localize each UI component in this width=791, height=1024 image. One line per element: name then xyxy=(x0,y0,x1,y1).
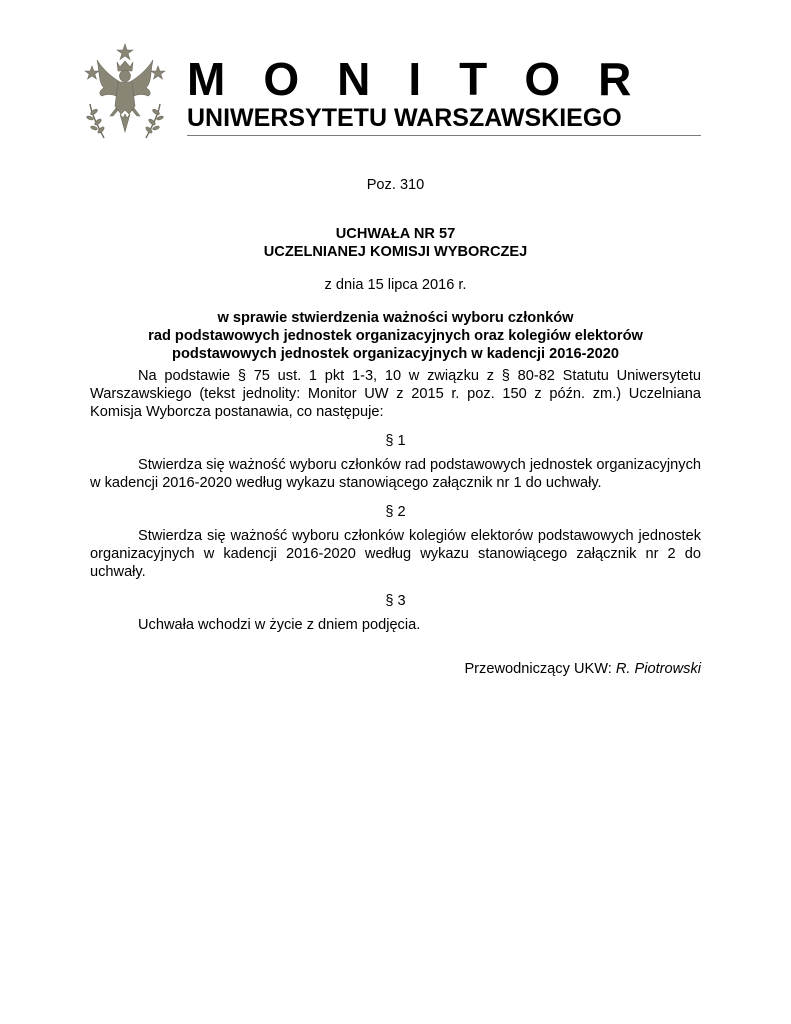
masthead-title: MONITOR xyxy=(187,53,670,105)
subject-line: podstawowych jednostek organizacyjnych w kadencji 2016-2020 xyxy=(172,346,619,362)
resolution-heading xyxy=(90,225,701,261)
resolution-subject xyxy=(90,309,701,363)
section-3-text: Uchwała wchodzi w życie z dniem podjęcia. xyxy=(138,617,421,633)
left-star-icon xyxy=(85,66,99,79)
signature-name: R. Piotrowski xyxy=(615,661,701,677)
right-star-icon xyxy=(151,66,165,79)
section-1-label: § 1 xyxy=(385,433,406,449)
position-number: Poz. 310 xyxy=(366,177,425,193)
document-body xyxy=(90,176,701,678)
top-star-icon xyxy=(117,44,133,60)
signature xyxy=(90,660,701,678)
subject-line: w sprawie stwierdzenia ważności wyboru członków xyxy=(217,310,574,326)
section-3-label: § 3 xyxy=(385,593,406,609)
section-1-text: Stwierdza się ważność wyboru członków rad podstawowych jednostek organizacyjnych w kadencji 2016-2020 według wykazu stanowiącego załącznik nr 1 do uchwały. xyxy=(90,457,701,491)
resolution-date: z dnia 15 lipca 2016 r. xyxy=(324,277,467,293)
resolution-number: UCHWAŁA NR 57 xyxy=(335,226,456,242)
section-2-label: § 2 xyxy=(385,504,406,520)
masthead-subtitle: UNIWERSYTETU WARSZAWSKIEGO xyxy=(187,104,622,132)
university-eagle-logo xyxy=(82,42,168,146)
masthead-divider xyxy=(187,135,701,136)
issuing-body: UCZELNIANEJ KOMISJI WYBORCZEJ xyxy=(263,244,528,260)
signature-role: Przewodniczący UKW: xyxy=(464,661,616,677)
preamble: Na podstawie § 75 ust. 1 pkt 1-3, 10 w związku z § 80-82 Statutu Uniwersytetu Warszawskiego (tekst jednolity: Monitor UW z 2015 r. poz. 150 z późn. zm.) Uczelniana Komisja Wyborcza postanawia, co następuje: xyxy=(90,368,701,420)
subject-line: rad podstawowych jednostek organizacyjnych oraz kolegiów elektorów xyxy=(148,328,643,344)
section-2-text: Stwierdza się ważność wyboru członków kolegiów elektorów podstawowych jednostek organizacyjnych w kadencji 2016-2020 według wykazu stanowiącego załącznik nr 2 do uchwały. xyxy=(90,528,701,580)
